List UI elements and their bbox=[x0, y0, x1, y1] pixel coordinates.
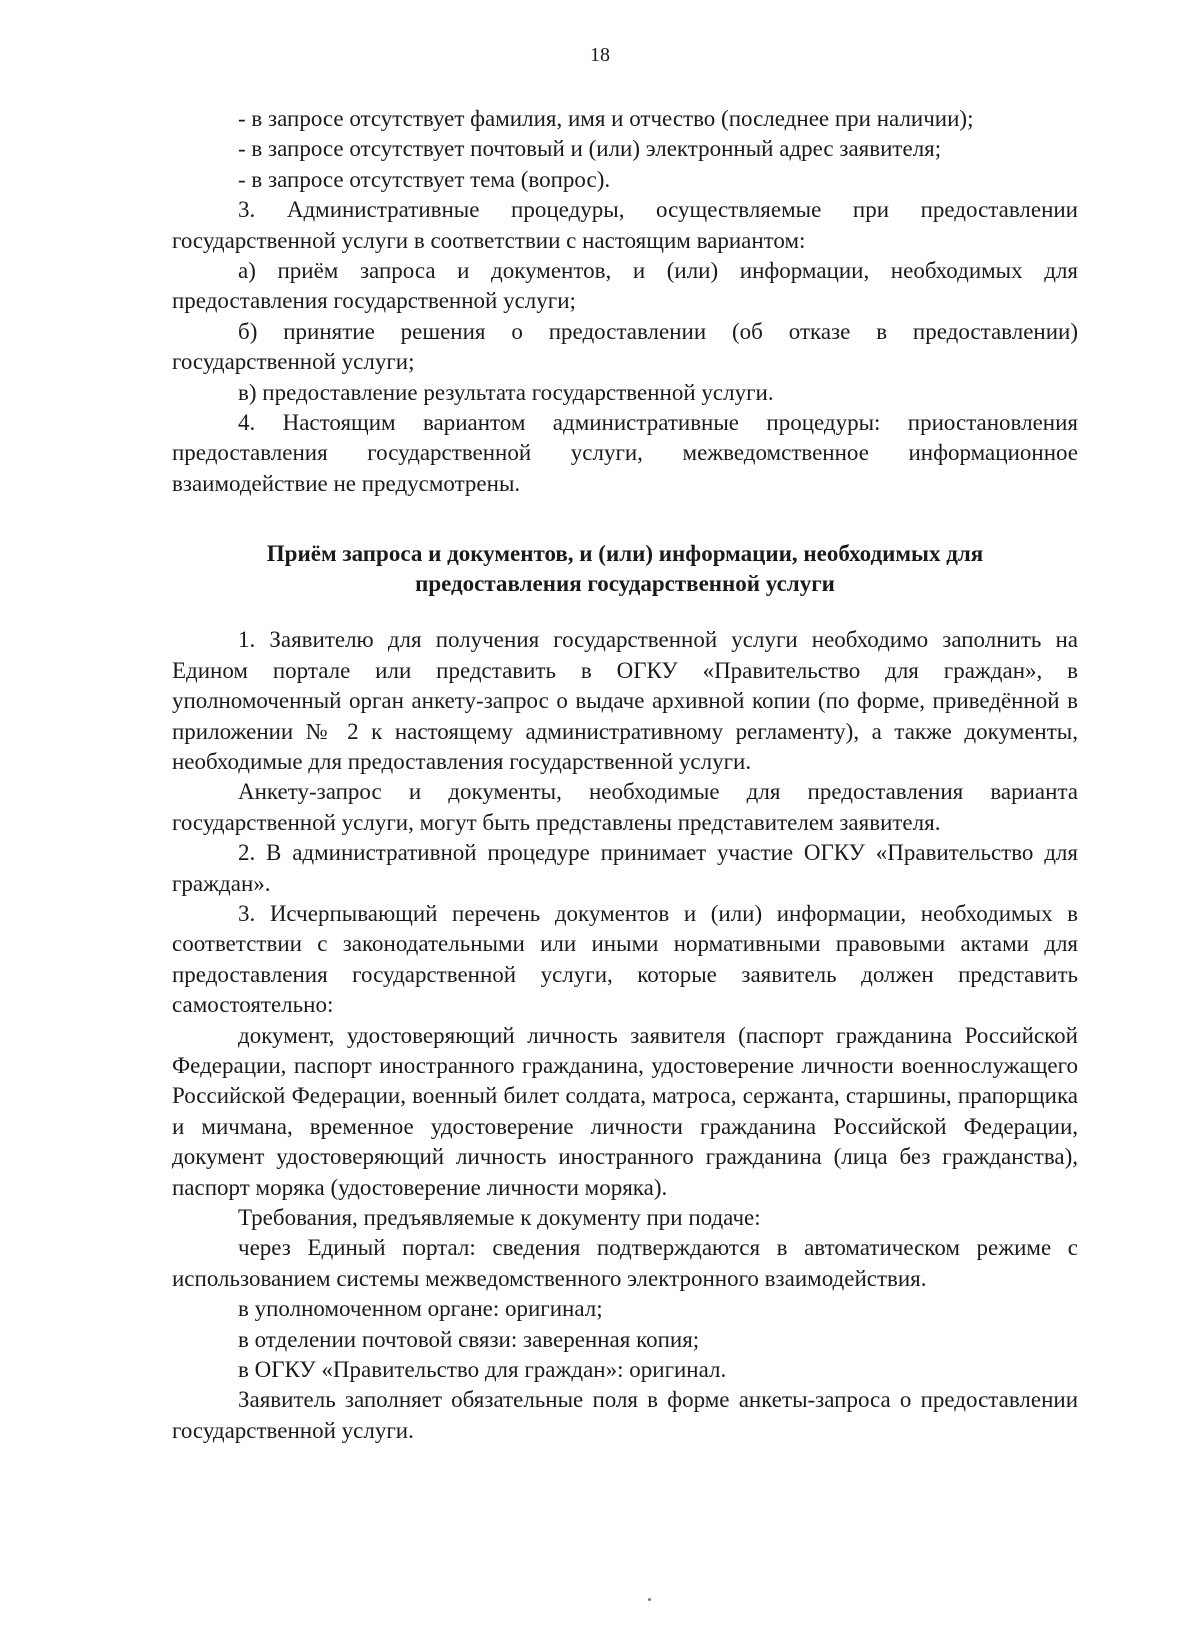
paragraph: 3. Административные процедуры, осуществляемые при предоставлении государственной услуги в соответствии с настоящим вариантом: bbox=[172, 197, 1078, 253]
paragraph: 1. Заявителю для получения государственной услуги необходимо заполнить на Едином портале или представить в ОГКУ «Правительство для граждан», в уполномоченный орган анкету-запрос о выдаче архивной копии (по форме, приведённой в приложении № 2 к настоящему административному регламенту), а также документы, необходимые для предоставления государственной услуги. bbox=[172, 627, 1078, 774]
page-number: 18 bbox=[590, 44, 610, 66]
section-heading-line: Приём запроса и документов, и (или) информации, необходимых для bbox=[266, 541, 984, 567]
paragraph: - в запросе отсутствует фамилия, имя и отчество (последнее при наличии); bbox=[238, 106, 974, 131]
section-heading bbox=[172, 539, 1078, 599]
paragraph: - в запросе отсутствует почтовый и (или) электронный адрес заявителя; bbox=[238, 136, 942, 162]
scan-speck bbox=[648, 1598, 651, 1601]
paragraph: 2. В административной процедуре принимает участие ОГКУ «Правительство для граждан». bbox=[172, 840, 1078, 896]
paragraph: в уполномоченном органе: оригинал; bbox=[238, 1296, 603, 1322]
paragraph: через Единый портал: сведения подтверждаются в автоматическом режиме с использованием системы межведомственного электронного взаимодействия. bbox=[172, 1235, 1078, 1291]
paragraph: 4. Настоящим вариантом административные процедуры: приостановления предоставления государственной услуги, межведомственное информационное взаимодействие не предусмотрены. bbox=[172, 410, 1078, 496]
paragraph: Требования, предъявляемые к документу при подаче: bbox=[238, 1205, 761, 1230]
paragraph: а) приём запроса и документов, и (или) информации, необходимых для предоставления государственной услуги; bbox=[172, 258, 1078, 314]
paragraph: 3. Исчерпывающий перечень документов и (или) информации, необходимых в соответствии с законодательными или иными нормативными правовыми актами для предоставления государственной услуги, которые заявитель должен представить самостоятельно: bbox=[172, 900, 1078, 1018]
paragraph: в отделении почтовой связи: заверенная копия; bbox=[238, 1326, 700, 1352]
paragraph: Заявитель заполняет обязательные поля в форме анкеты-запроса о предоставлении государственной услуги. bbox=[172, 1387, 1078, 1443]
paragraph: Анкету-запрос и документы, необходимые для предоставления варианта государственной услуги, могут быть представлены представителем заявителя. bbox=[172, 779, 1078, 835]
paragraph: документ, удостоверяющий личность заявителя (паспорт гражданина Российской Федерации, паспорт иностранного гражданина, удостоверение личности военнослужащего Российской Федерации, военный билет солдата, матроса, сержанта, старшины, прапорщика и мичмана, временное удостоверение личности гражданина Российской Федерации, документ удостоверяющий личность иностранного гражданина (лица без гражданства), паспорт моряка (удостоверение личности моряка). bbox=[172, 1022, 1078, 1200]
paragraph: в) предоставление результата государственной услуги. bbox=[238, 379, 774, 405]
document-body bbox=[172, 104, 1078, 1446]
paragraph: б) принятие решения о предоставлении (об отказе в предоставлении) государственной услуги; bbox=[172, 318, 1078, 375]
paragraph: - в запросе отсутствует тема (вопрос). bbox=[238, 166, 611, 192]
section-heading-line: предоставления государственной услуги bbox=[415, 571, 835, 597]
paragraph: в ОГКУ «Правительство для граждан»: оригинал. bbox=[238, 1357, 727, 1383]
